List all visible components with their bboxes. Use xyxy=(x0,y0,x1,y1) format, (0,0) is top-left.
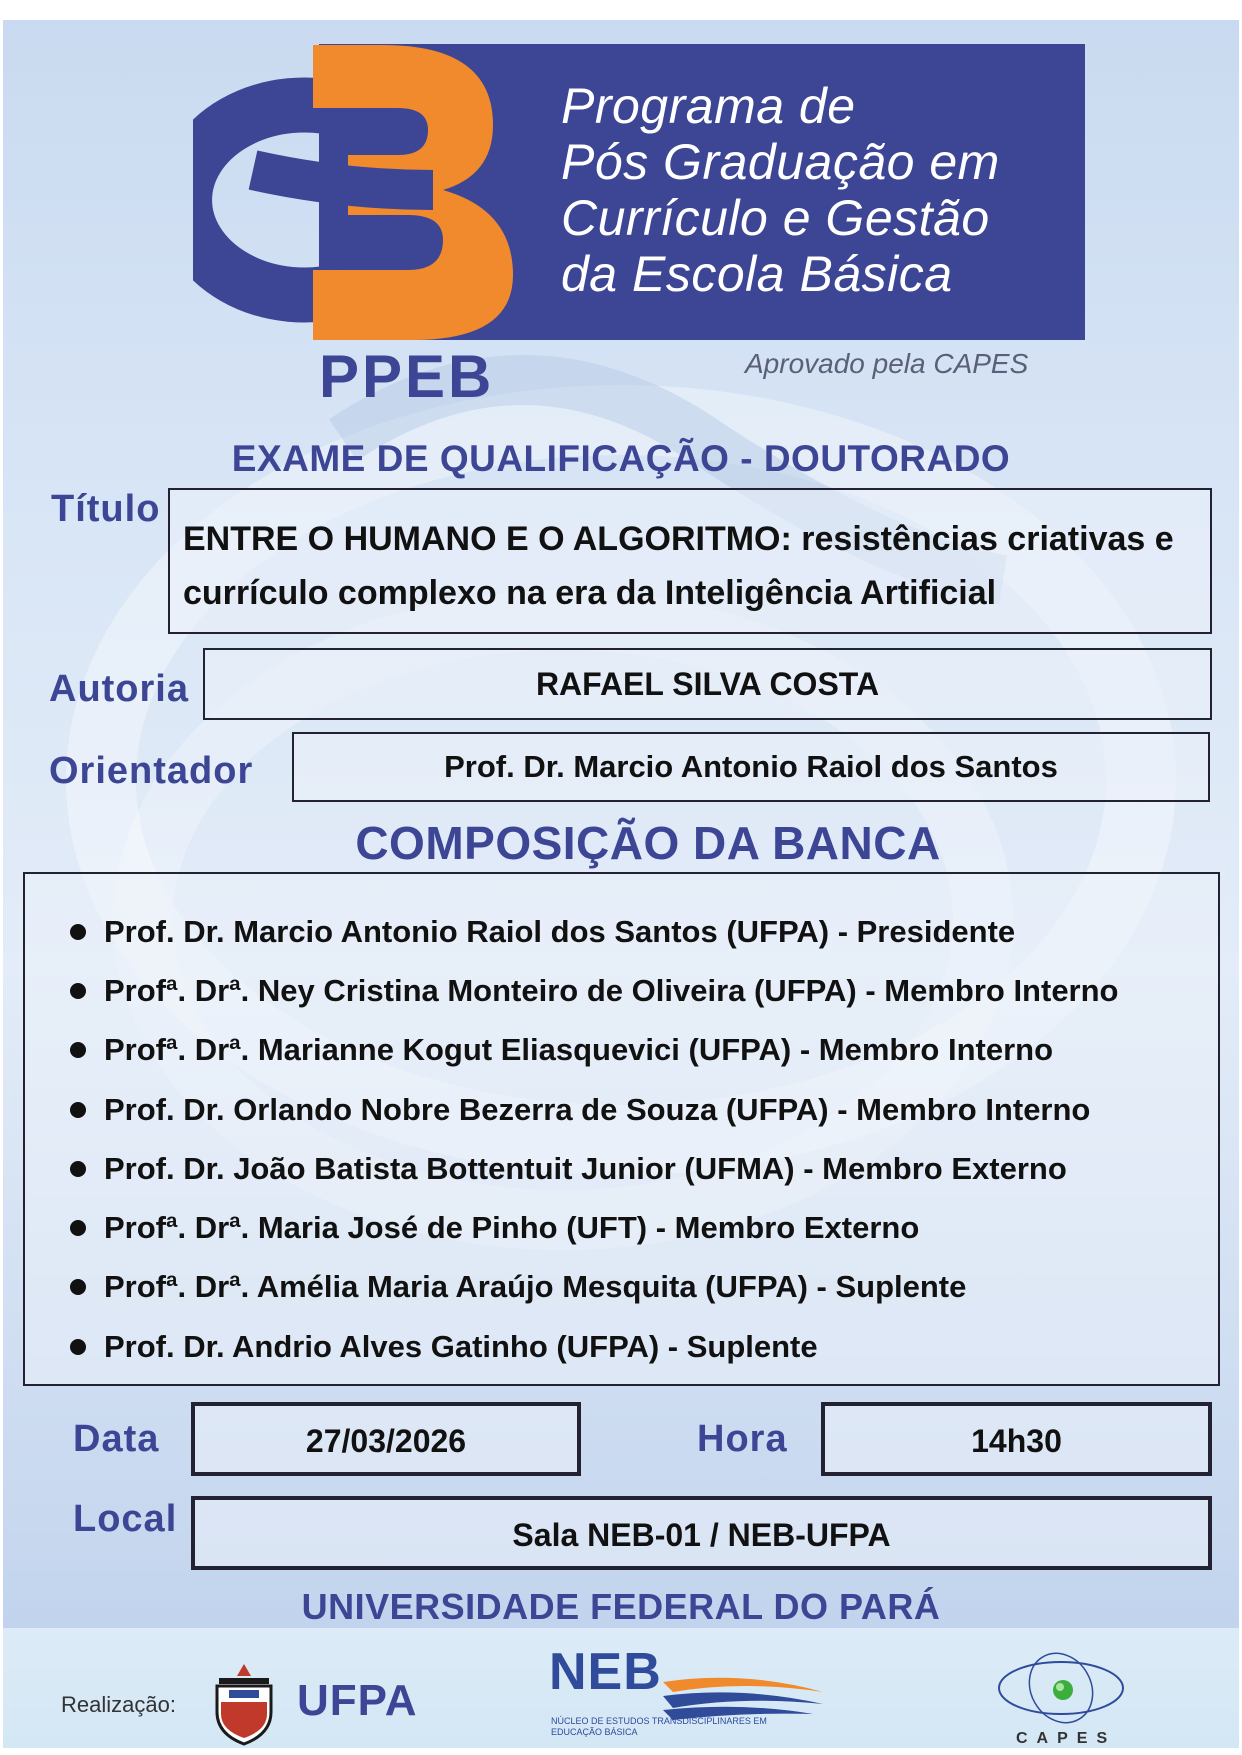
bullet-icon xyxy=(70,1042,86,1058)
program-name: Programa de Pós Graduação em Currículo e Gestão da Escola Básica xyxy=(561,78,1000,302)
bullet-icon xyxy=(70,1161,86,1177)
banca-member: Profª. Drª. Maria José de Pinho (UFT) - Membro Externo xyxy=(70,1210,919,1246)
local-label: Local xyxy=(73,1498,178,1540)
banca-member: Prof. Dr. Marcio Antonio Raiol dos Santos (UFPA) - Presidente xyxy=(70,914,1015,950)
banca-member: Prof. Dr. João Batista Bottentuit Junior (UFMA) - Membro Externo xyxy=(70,1151,1067,1187)
author-label: Autoria xyxy=(49,668,189,710)
author-field: RAFAEL SILVA COSTA xyxy=(203,648,1212,720)
advisor-label: Orientador xyxy=(49,750,254,792)
title-label: Título xyxy=(51,488,161,530)
local-field: Sala NEB-01 / NEB-UFPA xyxy=(191,1496,1212,1570)
ufpa-crest-icon xyxy=(209,1662,279,1746)
title-field: ENTRE O HUMANO E O ALGORITMO: resistências criativas e currículo complexo na era da Inteligência Artificial xyxy=(168,488,1212,634)
bullet-icon xyxy=(70,1220,86,1236)
banca-member: Prof. Dr. Orlando Nobre Bezerra de Souza (UFPA) - Membro Interno xyxy=(70,1092,1090,1128)
banca-member: Profª. Drª. Ney Cristina Monteiro de Oliveira (UFPA) - Membro Interno xyxy=(70,973,1119,1009)
advisor-field: Prof. Dr. Marcio Antonio Raiol dos Santos xyxy=(292,732,1210,802)
neb-logo-text: NEB xyxy=(549,1643,662,1701)
program-acronym: PPEB xyxy=(319,343,495,410)
date-label: Data xyxy=(73,1418,160,1460)
banca-list xyxy=(23,872,1220,1386)
realizacao-label: Realização: xyxy=(61,1692,176,1717)
ppeb-logo-icon xyxy=(193,40,533,360)
date-field: 27/03/2026 xyxy=(191,1402,581,1476)
neb-subtitle: NÚCLEO DE ESTUDOS TRANSDISCIPLINARES EM EDUCAÇÃO BÁSICA xyxy=(551,1716,767,1737)
bullet-icon xyxy=(70,983,86,999)
banca-member: Profª. Drª. Marianne Kogut Eliasquevici (UFPA) - Membro Interno xyxy=(70,1032,1053,1068)
capes-logo-icon xyxy=(991,1646,1131,1726)
hour-label: Hora xyxy=(697,1418,788,1460)
approval-note: Aprovado pela CAPES xyxy=(745,348,1029,379)
bullet-icon xyxy=(70,1102,86,1118)
banca-member: Profª. Drª. Amélia Maria Araújo Mesquita (UFPA) - Suplente xyxy=(70,1269,966,1305)
hour-field: 14h30 xyxy=(821,1402,1212,1476)
bullet-icon xyxy=(70,1339,86,1355)
university-name: UNIVERSIDADE FEDERAL DO PARÁ xyxy=(301,1586,941,1627)
bullet-icon xyxy=(70,1279,86,1295)
exam-heading: EXAME DE QUALIFICAÇÃO - DOUTORADO xyxy=(231,438,1011,479)
ufpa-logo-text: UFPA xyxy=(297,1676,418,1725)
capes-logo-text: CAPES xyxy=(1016,1730,1117,1747)
bullet-icon xyxy=(70,924,86,940)
footer xyxy=(3,1628,1239,1748)
poster xyxy=(3,20,1239,1748)
banca-heading: COMPOSIÇÃO DA BANCA xyxy=(355,817,941,869)
banca-member: Prof. Dr. Andrio Alves Gatinho (UFPA) - Suplente xyxy=(70,1329,818,1365)
